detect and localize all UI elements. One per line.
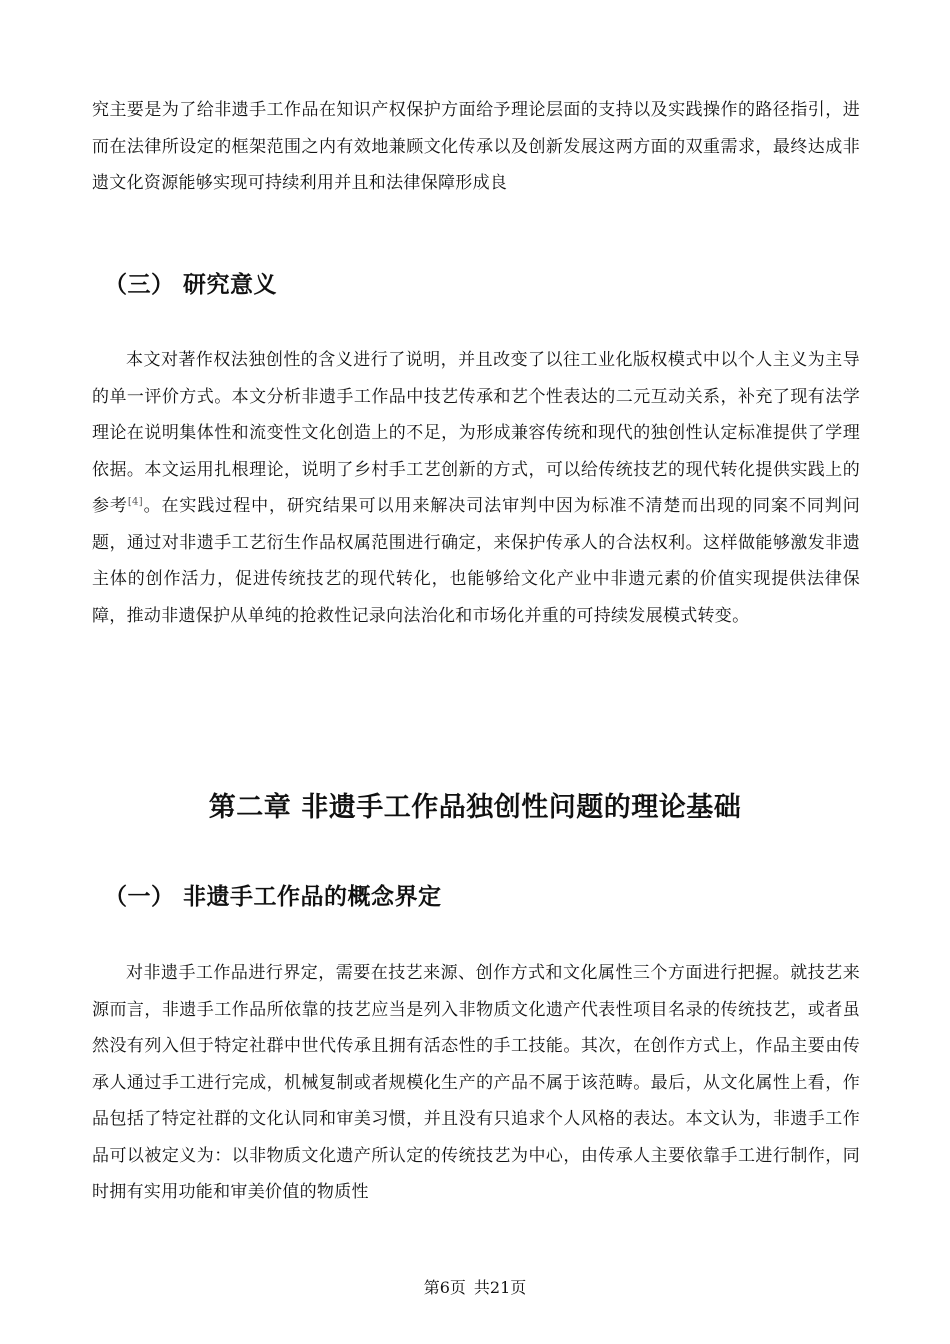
concept-definition-paragraph: 对非遗手工作品进行界定，需要在技艺来源、创作方式和文化属性三个方面进行把握。就技艺来源而言，非遗手工作品所依靠的技艺应当是列入非物质文化遗产代表性项目名录的传统技艺，或者虽然没有列入但于特定社群中世代传承且拥有活态性的手工技能。其次，在创作方式上，作品主要由传承人通过手工进行完成，机械复制或者规模化生产的产品不属于该范畴。最后，从文化属性上看，作品包括了特定社群的文化认同和审美习惯，并且没有只追求个人风格的表达。本文认为，非遗手工作品可以被定义为：以非物质文化遗产所认定的传统技艺为中心，由传承人主要依靠手工进行制作，同时拥有实用功能和审美价值的物质性 <box>92 963 860 1202</box>
chapter-heading: 第二章 非遗手工作品独创性问题的理论基础 <box>208 792 742 823</box>
section-heading-concept-definition: （一） 非遗手工作品的概念界定 <box>104 884 442 910</box>
current-page-number: 第6页 <box>423 1278 466 1297</box>
citation-reference[interactable]: [4] <box>127 496 143 508</box>
research-significance-text-part1: 本文对著作权法独创性的含义进行了说明，并且改变了以往工业化版权模式中以个人主义为主导的单一评价方式。本文分析非遗手工作品中技艺传承和艺个性表达的二元互动关系，补充了现有法学理论在说明集体性和流变性文化创造上的不足，为形成兼容传统和现代的独创性认定标准提供了学理依据。本文运用扎根理论，说明了乡村手工艺创新的方式，可以给传统技艺的现代转化提供实践上的参考 <box>92 350 860 516</box>
research-significance-paragraph <box>92 342 860 634</box>
total-pages: 共21页 <box>473 1278 527 1297</box>
intro-paragraph: 究主要是为了给非遗手工作品在知识产权保护方面给予理论层面的支持以及实践操作的路径指引，进而在法律所设定的框架范围之内有效地兼顾文化传承以及创新发展这两方面的双重需求，最终达成非遗文化资源能够实现可持续利用并且和法律保障形成良 <box>92 100 860 193</box>
section-heading-research-significance: （三） 研究意义 <box>104 272 278 298</box>
research-significance-text-part2: 。在实践过程中，研究结果可以用来解决司法审判中因为标准不清楚而出现的同案不同判问题，通过对非遗手工艺衍生作品权属范围进行确定，来保护传承人的合法权利。这样做能够激发非遗主体的创作活力，促进传统技艺的现代转化，也能够给文化产业中非遗元素的价值实现提供法律保障，推动非遗保护从单纯的抢救性记录向法治化和市场化并重的可持续发展模式转变。 <box>92 496 860 626</box>
page-footer <box>0 1276 950 1300</box>
